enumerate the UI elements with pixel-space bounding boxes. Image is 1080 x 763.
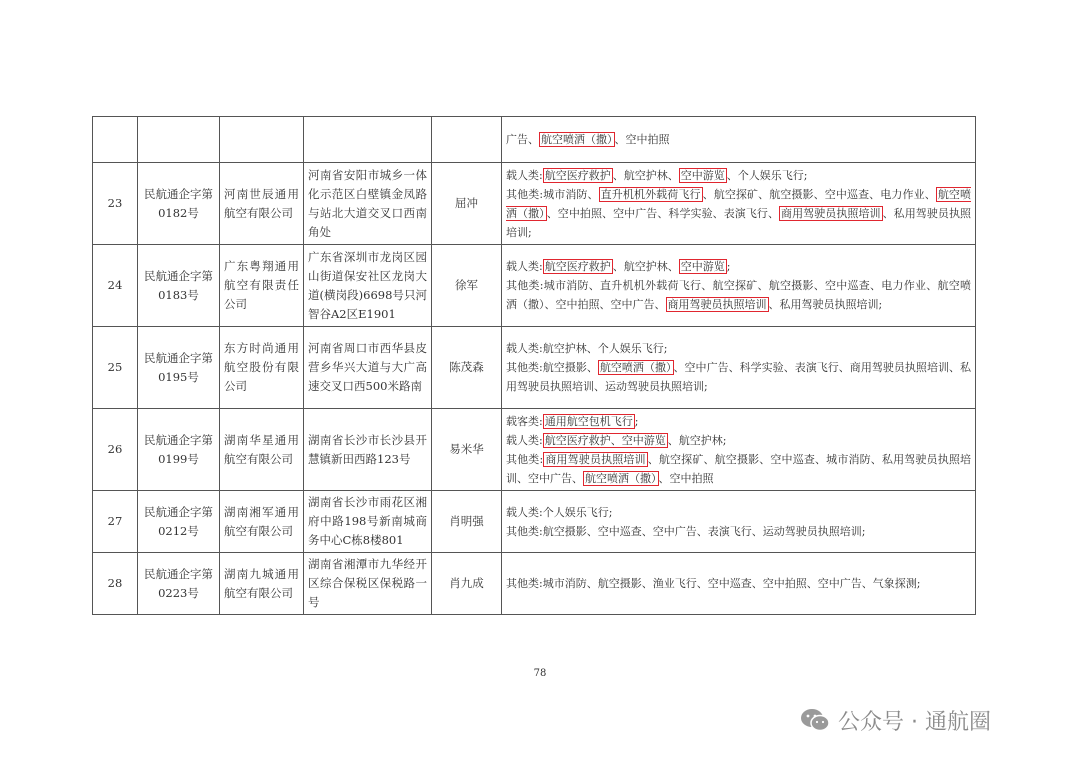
certificate-number-cell: 民航通企字第0223号 (138, 553, 220, 615)
scope-text: ; (726, 260, 731, 273)
scope-line (506, 574, 971, 593)
table-row (93, 553, 976, 615)
page-number: 78 (533, 668, 547, 679)
table-body (93, 117, 976, 615)
highlighted-item: 商用驾驶员执照培训 (781, 206, 881, 220)
scope-line (506, 412, 971, 431)
row-number-cell: 26 (93, 409, 138, 491)
table-row (93, 117, 976, 163)
wechat-icon (800, 707, 830, 733)
highlighted-item: 商用驾驶员执照培训 (545, 452, 646, 466)
legal-representative-cell: 易米华 (432, 409, 502, 491)
watermark-text: 公众号 · 通航圈 (838, 709, 991, 735)
row-number-cell: 25 (93, 327, 138, 409)
scope-line (506, 431, 971, 450)
scope-text: 其他类: (506, 452, 544, 466)
scope-line (506, 185, 971, 242)
address-cell (304, 117, 432, 163)
scope-text: 载客类: (506, 414, 543, 428)
scope-text: 其他类:城市消防、直升机机外载荷飞行、航空探矿、航空摄影、空中巡查、电力作业、航空喷洒（撒）、空中拍照、空中广告、 (506, 279, 971, 311)
company-name-cell: 湖南华星通用航空有限公司 (220, 409, 304, 491)
scope-text: 、航空探矿、航空摄影、空中巡查、电力作业、 (702, 187, 936, 201)
business-scope-cell (502, 117, 976, 163)
scope-text: 载人类: (506, 433, 543, 447)
business-scope-cell (502, 245, 976, 327)
scope-text: 其他类:城市消防、 (506, 187, 599, 201)
certificate-number-cell: 民航通企字第0199号 (138, 409, 220, 491)
scope-line (506, 358, 971, 396)
address-cell: 湖南省长沙市雨花区湘府中路198号新南城商务中心C栋8楼801 (304, 491, 432, 553)
certificate-number-cell: 民航通企字第0183号 (138, 245, 220, 327)
legal-representative-cell: 徐军 (432, 245, 502, 327)
highlighted-item: 航空医疗救护 (544, 168, 611, 182)
company-name-cell: 湖南九城通用航空有限公司 (220, 553, 304, 615)
table-row (93, 245, 976, 327)
scope-text: 载人类: (506, 260, 543, 273)
company-name-cell: 河南世辰通用航空有限公司 (220, 163, 304, 245)
table-row (93, 327, 976, 409)
business-scope-cell (502, 491, 976, 553)
address-cell: 广东省深圳市龙岗区园山街道保安社区龙岗大道(横岗段)6698号只河智谷A2区E1901 (304, 245, 432, 327)
watermark (800, 704, 991, 736)
highlighted-item: 航空喷洒（撒） (585, 471, 657, 485)
legal-representative-cell: 肖明强 (432, 491, 502, 553)
scope-text: 其他类:航空摄影、空中巡查、空中广告、表演飞行、运动驾驶员执照培训; (506, 524, 866, 538)
legal-representative-cell: 屈冲 (432, 163, 502, 245)
scope-text: 、空中拍照 (658, 471, 714, 485)
row-number-cell: 27 (93, 491, 138, 553)
scope-text: 载人类:航空护林、个人娱乐飞行; (506, 342, 668, 355)
row-number-cell: 23 (93, 163, 138, 245)
scope-text: 、航空护林、 (612, 168, 679, 182)
legal-representative-cell: 陈茂森 (432, 327, 502, 409)
row-number-cell (93, 117, 138, 163)
scope-text: 、空中拍照 (614, 133, 670, 146)
scope-text: 、空中拍照、空中广告、科学实验、表演飞行、 (546, 206, 780, 220)
address-cell: 河南省周口市西华县皮营乡华兴大道与大广高速交叉口西500米路南 (304, 327, 432, 409)
scope-text: 广告、 (506, 133, 539, 146)
business-scope-cell (502, 409, 976, 491)
scope-line (506, 339, 971, 358)
scope-text: 载人类: (506, 168, 543, 182)
highlighted-item: 航空喷洒（撒） (506, 187, 972, 220)
row-number-cell: 28 (93, 553, 138, 615)
address-cell: 河南省安阳市城乡一体化示范区白壁镇金凤路与站北大道交叉口西南角处 (304, 163, 432, 245)
company-name-cell: 广东粤翔通用航空有限责任公司 (220, 245, 304, 327)
scope-line (506, 503, 971, 522)
scope-text: 、个人娱乐飞行; (726, 168, 808, 182)
table-row (93, 491, 976, 553)
scope-text: 、航空探矿、航空摄影、空中巡查、城市消防、私用驾驶员执照培训、空中广告、 (506, 452, 972, 485)
business-scope-cell (502, 163, 976, 245)
address-cell: 湖南省长沙市长沙县开慧镇新田西路123号 (304, 409, 432, 491)
company-name-cell: 东方时尚通用航空股份有限公司 (220, 327, 304, 409)
certificate-number-cell: 民航通企字第0195号 (138, 327, 220, 409)
scope-text: ; (634, 414, 639, 428)
scope-text: 其他类:航空摄影、 (506, 361, 598, 374)
address-cell: 湖南省湘潭市九华经开区综合保税区保税路一号 (304, 553, 432, 615)
scope-line (506, 166, 971, 185)
row-number-cell: 24 (93, 245, 138, 327)
company-name-cell: 湖南湘军通用航空有限公司 (220, 491, 304, 553)
table-row (93, 409, 976, 491)
scope-line (506, 522, 971, 541)
certificate-number-cell (138, 117, 220, 163)
highlighted-item: 通用航空包机飞行 (544, 414, 633, 428)
highlighted-item: 航空医疗救护 (544, 260, 611, 273)
scope-text: 、空中广告、科学实验、表演飞行、商用驾驶员执照培训、私用驾驶员执照培训、运动驾驶员执照培训; (506, 361, 971, 393)
legal-representative-cell (432, 117, 502, 163)
company-name-cell (220, 117, 304, 163)
scope-line (506, 130, 971, 149)
highlighted-item: 商用驾驶员执照培训 (667, 298, 767, 311)
highlighted-item: 航空喷洒（撒） (599, 361, 672, 374)
business-scope-cell (502, 327, 976, 409)
enterprise-table (92, 116, 976, 615)
highlighted-item: 航空喷洒（撒） (541, 133, 613, 146)
business-scope-cell (502, 553, 976, 615)
certificate-number-cell: 民航通企字第0212号 (138, 491, 220, 553)
scope-line (506, 450, 971, 488)
scope-text: 、航空护林、 (612, 260, 679, 273)
scope-text: 、航空护林; (667, 433, 727, 447)
scope-line (506, 257, 971, 276)
scope-line (506, 276, 971, 314)
scope-text: 其他类:城市消防、航空摄影、渔业飞行、空中巡查、空中拍照、空中广告、气象探测; (506, 577, 921, 590)
legal-representative-cell: 肖九成 (432, 553, 502, 615)
highlighted-item: 空中游览 (680, 168, 725, 182)
highlighted-item: 航空医疗救护、空中游览 (544, 433, 666, 447)
table-row (93, 163, 976, 245)
scope-text: 、私用驾驶员执照培训; (506, 206, 972, 239)
scope-text: 载人类:个人娱乐飞行; (506, 505, 613, 519)
highlighted-item: 空中游览 (680, 260, 725, 273)
certificate-number-cell: 民航通企字第0182号 (138, 163, 220, 245)
highlighted-item: 直升机机外载荷飞行 (600, 187, 701, 201)
scope-text: 、私用驾驶员执照培训; (768, 298, 883, 311)
